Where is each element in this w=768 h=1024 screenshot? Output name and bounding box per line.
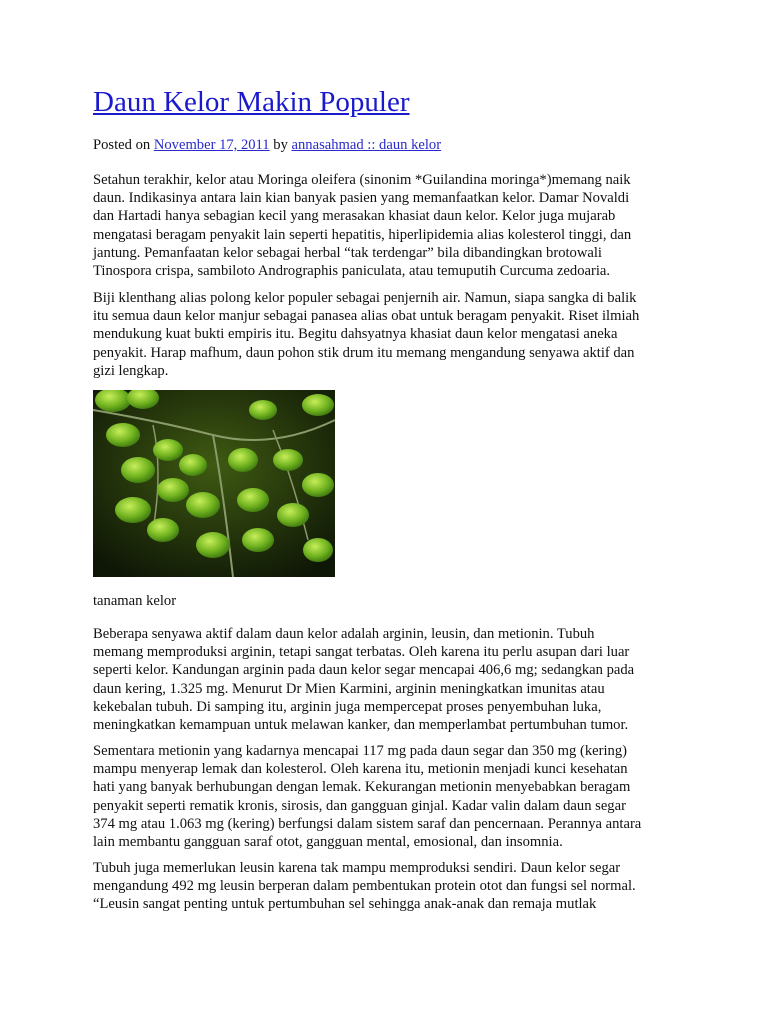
paragraph-line: memang memproduksi arginin, tetapi sangat terbatas. Oleh karena itu perlu asupan dari luar: [93, 644, 630, 661]
by-label: by: [273, 137, 288, 153]
paragraph-line: mengatasi beragam penyakit lain seperti hepatitis, hiperlipidemia alias kolesterol tinggi, dan: [93, 226, 632, 243]
paragraph-line: mendukung kuat bukti empiris itu. Begitu dahsyatnya khasiat daun kelor mengatasi aneka: [93, 326, 618, 343]
paragraph-line: lain membantu gangguan saraf otot, gangguan mental, emosional, dan insomnia.: [93, 833, 563, 850]
paragraph-line: Setahun terakhir, kelor atau Moringa oleifera (sinonim *Guilandina moringa*)memang naik: [93, 172, 631, 188]
article-title[interactable]: Daun Kelor Makin Populer: [93, 86, 410, 118]
paragraph-line: Sementara metionin yang kadarnya mencapai 117 mg pada daun segar dan 350 mg (kering): [93, 743, 627, 759]
paragraph-5: [93, 859, 636, 914]
paragraph-line: hati yang banyak berhubungan dengan lemak. Kekurangan metionin menyebabkan beragam: [93, 779, 631, 796]
paragraph-line: meningkatkan kemampuan untuk melawan kanker, dan memperlambat pertumbuhan tumor.: [93, 716, 629, 733]
paragraph-line: dan Hartadi hanya sebagian kecil yang merasakan khasiat daun kelor. Kelor juga mujarab: [93, 208, 616, 225]
paragraph-line: Biji klenthang alias polong kelor populer sebagai penjernih air. Namun, siapa sangka di balik: [93, 290, 637, 306]
paragraph-line: kekebalan tubuh. Di samping itu, arginin juga mempercepat proses penyembuhan luka,: [93, 698, 602, 715]
paragraph-line: daun. Indikasinya antara lain kian banyak pasien yang memanfaatkan kelor. Damar Novaldi: [93, 190, 630, 207]
paragraph-line: 374 mg atau 1.063 mg (kering) berfungsi dalam sistem saraf dan pencernaan. Perannya antara: [93, 815, 642, 832]
paragraph-line: mampu menyerap lemak dan kolesterol. Oleh karena itu, metionin menjadi kunci kesehatan: [93, 761, 628, 778]
paragraph-4: [93, 742, 641, 851]
post-date-link[interactable]: November 17, 2011: [153, 137, 270, 153]
paragraph-2: [93, 289, 639, 380]
paragraph-line: seperti kelor. Kandungan arginin pada daun kelor segar mencapai 406,6 mg; sedangkan pada: [93, 662, 635, 679]
paragraph-line: gizi lengkap.: [93, 362, 169, 379]
author-link[interactable]: annasahmad :: daun kelor: [291, 137, 442, 153]
paragraph-line: Tinospora crispa, sambiloto Andrographis paniculata, atau temuputih Curcuma zedoaria.: [93, 262, 611, 279]
paragraph-line: “Leusin sangat penting untuk pertumbuhan sel sehingga anak-anak dan remaja mutlak: [93, 896, 597, 913]
posted-on-label: Posted on: [93, 137, 151, 153]
paragraph-line: jantung. Pemanfaatan kelor sebagai herbal “tak terdengar” bila dibandingkan brotowali: [93, 244, 602, 261]
moringa-leaves-image: [93, 390, 335, 577]
image-caption: tanaman kelor: [93, 593, 177, 609]
paragraph-1: [93, 171, 631, 280]
paragraph-line: penyakit. Harap mafhum, daun pohon stik drum itu memang mengandung senyawa aktif dan: [93, 344, 635, 361]
paragraph-line: mengandung 492 mg leusin berperan dalam pembentukan protein otot dan fungsi sel normal.: [93, 878, 636, 895]
paragraph-3: [93, 625, 634, 734]
paragraph-line: daun kering, 1.325 mg. Menurut Dr Mien Karmini, arginin meningkatkan imunitas atau: [93, 680, 605, 697]
paragraph-line: Beberapa senyawa aktif dalam daun kelor adalah arginin, leusin, dan metionin. Tubuh: [93, 626, 595, 642]
post-meta: [93, 137, 441, 154]
paragraph-line: itu semua daun kelor manjur sebagai panasea alias obat untuk beragam penyakit. Riset ilmiah: [93, 308, 640, 325]
paragraph-line: Tubuh juga memerlukan leusin karena tak mampu memproduksi sendiri. Daun kelor segar: [93, 860, 621, 876]
paragraph-line: penyakit seperti rematik kronis, sirosis, dan gangguan ginjal. Kadar valin dalam daun segar: [93, 797, 626, 814]
